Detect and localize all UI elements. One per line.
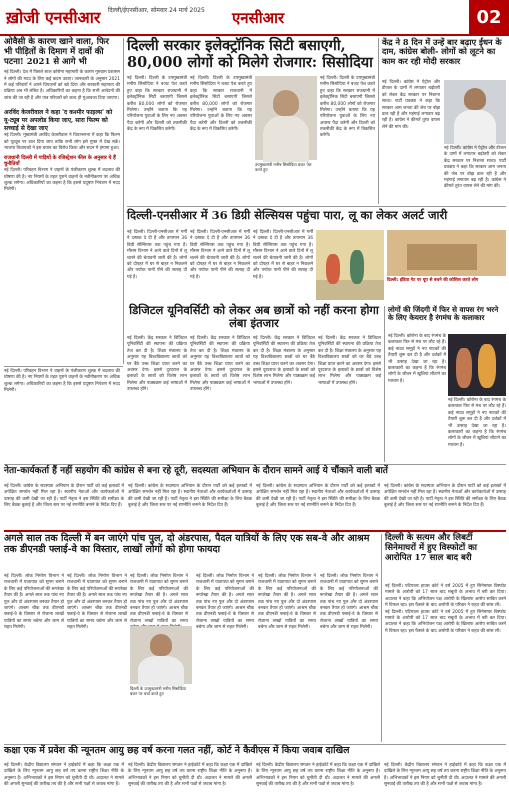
story-subheadline: राजधानी दिल्ली में गाड़ियों के रजिस्ट्रेशन फीस के अनुसार ये हैं चुनौतियाँ (4, 155, 116, 168)
story-body: नई दिल्ली। कांग्रेस ने पेट्रोल और डीजल के दामों में लगातार बढ़ोतरी को लेकर केंद्र सरकार पर निशाना साधा। पार्टी प्रवक्ता ने कहा कि सरकार आम जनता की जेब पर बोझ डाल रही है और महंगाई लगातार बढ़ रही है। कांग्रेस ने कीमतें तुरंत वापस लेने की मांग की। (382, 80, 440, 130)
story-headline: ओवैसी के कारण खाने वाला, फिर भी पीड़ितों के दिमाग में दावों की पटना! 2021 से आगे भी (4, 37, 110, 67)
story-body: नई दिल्ली। कांग्रेस के सदस्यता अभियान के दौरान पार्टी को कई इलाकों में अपेक्षित समर्थन नहीं मिल रहा है। स्थानीय नेताओं और कार्यकर्ताओं में उत्साह की कमी देखी जा रही है। पार्टी नेतृत्व ने इस स्थिति की समीक्षा के लिए बैठक बुलाई है और जिला स्तर पर नई रणनीति बनाने के निर्देश दिए हैं। (128, 484, 252, 509)
story-body-column (67, 574, 127, 742)
story-body: नई दिल्ली। लोक निर्माण विभाग ने राजधानी में यातायात को सुगम बनाने के लिए कई परियोजनाओं की रूपरेखा तैयार की है। अगले साल तक पांच नए पुल और दो अंडरपास बनकर तैयार हो जाएंगे। आश्रम चौक तक डीएनडी फ्लाई-वे के विस्तार से रोजाना लाखों यात्रियों का समय बचेगा और जाम से राहत मिलेगी। (320, 574, 378, 630)
story-body-column (128, 763, 252, 799)
column-divider (378, 38, 379, 204)
story-headline: दिल्ली के सत्यम और लिबर्टी सिनेमाघरों में हुए विस्फोटों का आरोपित 17 साल बाद बरी (385, 533, 477, 563)
heat-photo-column (387, 230, 506, 304)
section-title: एनसीआर (232, 9, 285, 27)
story-body: नई दिल्ली। कांग्रेस ने पेट्रोल और डीजल के दामों में लगातार बढ़ोतरी को लेकर केंद्र सरकार पर निशाना साधा। पार्टी प्रवक्ता ने कहा कि सरकार आम जनता की जेब पर बोझ डाल रही है और महंगाई लगातार बढ़ रही है। कांग्रेस ने कीमतें तुरंत वापस लेने की मांग की। (444, 146, 506, 190)
story-body-column (4, 574, 64, 742)
photo-placeholder (448, 334, 506, 396)
story-body-column (388, 334, 446, 462)
story-body-column (190, 336, 250, 462)
story-body-column (256, 763, 380, 799)
story-body-column (127, 230, 187, 304)
story-body-column (196, 574, 254, 742)
story-body: नई दिल्ली। कांग्रेस के सदस्यता अभियान के दौरान पार्टी को कई इलाकों में अपेक्षित समर्थन नहीं मिल रहा है। स्थानीय नेताओं और कार्यकर्ताओं में उत्साह की कमी देखी जा रही है। पार्टी नेतृत्व ने इस स्थिति की समीक्षा के लिए बैठक बुलाई है और जिला स्तर पर नई रणनीति बनाने के निर्देश दिए हैं। (4, 484, 124, 509)
story-headline: डिजिटल यूनिवर्सिटी को लेकर अब छात्रों को नहीं करना होगा लंबा इंतजार (129, 303, 379, 331)
story-body-column (448, 398, 506, 462)
person-head-shape (273, 90, 299, 116)
story-body-column (385, 584, 506, 742)
story-body: नई दिल्ली। केंद्रीय विद्यालय संगठन ने हाईकोर्ट में कहा कि कक्षा एक में दाखिले के लिए न्यूनतम आयु छह वर्ष तय करना राष्ट्रीय शिक्षा नीति के अनुरूप है। अभिभावकों ने इस नियम को चुनौती दी थी। अदालत ने मामले की अगली सुनवाई की तारीख तय की है और सभी पक्षों से जवाब मांगा है। (256, 763, 380, 788)
story-body-column (253, 230, 313, 304)
story-body-column (253, 336, 315, 462)
story-left-column (4, 38, 120, 364)
story-body: नई दिल्ली। दिल्ली के उपमुख्यमंत्री मनीष सिसोदिया ने बजट पेश करते हुए कहा कि सरकार राजधानी में इलेक्ट्रॉनिक सिटी बसाएगी जिससे करीब 80,000 लोगों को रोजगार मिलेगा। उन्होंने बताया कि यह परियोजना युवाओं के लिए नए अवसर पैदा करेगी और दिल्ली को तकनीकी केंद्र के रूप में विकसित करेगी। (127, 76, 187, 132)
story-cinema-blast (385, 534, 506, 582)
section-divider (4, 366, 123, 367)
monument-shape (407, 244, 477, 270)
story-body-column (127, 336, 187, 462)
story-headline: कक्षा एक में प्रवेश की न्यूनतम आयु छह वर्ष करना गलत नहीं, कोर्ट ने कैवीएस में किया जवाब दाखिल (4, 745, 350, 756)
photo-placeholder (255, 76, 317, 160)
story-body: नई दिल्ली। कोरोना के बाद रंगमंच के कलाकार फिर से मंच पर लौट रहे हैं। कई नाट्य समूहों ने नए नाटकों की तैयारी शुरू कर दी है और दर्शकों में भी उत्साह देखा जा रहा है। कलाकारों का कहना है कि रंगमंच लोगों के जीवन में खुशियां लौटाने का माध्यम है। (388, 334, 446, 384)
story-body-column (190, 76, 252, 204)
story-headline: नेता-कार्यकर्ता हैं नहीं सहयोग की कांग्रेस से बना रहे दूरी, सदस्यता अभियान के दौरान सामने आई ये चौंकाने वाली बातें (4, 466, 388, 476)
photo-caption: दिल्ली: इंडिया गेट पर धूप से बचने की कोशिश करते लोग (387, 278, 479, 283)
performer-shape (478, 344, 496, 388)
story-body-column (256, 484, 380, 528)
photo-caption: उपमुख्यमंत्री मनीष सिसोदिया बजट पेश करते हुए (255, 162, 317, 172)
story-body: नई दिल्ली। कांग्रेस के सदस्यता अभियान के दौरान पार्टी को कई इलाकों में अपेक्षित समर्थन नहीं मिल रहा है। स्थानीय नेताओं और कार्यकर्ताओं में उत्साह की कमी देखी जा रही है। पार्टी नेतृत्व ने इस स्थिति की समीक्षा के लिए बैठक बुलाई है और जिला स्तर पर नई रणनीति बनाने के निर्देश दिए हैं। (256, 484, 380, 509)
masthead (0, 0, 509, 36)
brand-logo: ख़ोजी एनसीआर (6, 8, 101, 27)
story-headline: अगले साल तक दिल्ली में बन जाएंगे पांच पुल, दो अंडरपास, पैदल यात्रियों के लिए एक सब-वे और आश्रम तक डीएनडी फ्लाई-वे का विस्तार, लाखों लोगों को होगा फायदा (4, 533, 370, 555)
story-body-column (444, 146, 506, 204)
person-body-shape (454, 110, 496, 150)
story-body: नई दिल्ली। केंद्र सरकार ने डिजिटल यूनिवर्सिटी की स्थापना की प्रक्रिया तेज कर दी है। शिक्षा मंत्रालय के अनुसार यह विश्वविद्यालय छात्रों को घर बैठे उच्च शिक्षा प्राप्त करने का अवसर देगा। इससे दूरदराज के इलाकों के छात्रों को विशेष लाभ मिलेगा और पाठ्यक्रम कई भाषाओं में उपलब्ध होंगे। (253, 336, 315, 386)
story-body-column (190, 230, 250, 304)
story-body: नई दिल्ली। दिल्ली-एनसीआर में गर्मी ने दस्तक दे दी है और तापमान 36 डिग्री सेल्सियस तक पहुंच गया है। मौसम विभाग ने आने वाले दिनों में लू चलने की चेतावनी जारी की है। लोगों को दोपहर में घर से बाहर न निकलने और पर्याप्त पानी पीने की सलाह दी गई है। (253, 230, 313, 280)
story-body: नई दिल्ली। केंद्रीय विद्यालय संगठन ने हाईकोर्ट में कहा कि कक्षा एक में दाखिले के लिए न्यूनतम आयु छह वर्ष तय करना राष्ट्रीय शिक्षा नीति के अनुरूप है। अभिभावकों ने इस नियम को चुनौती दी थी। अदालत ने मामले की अगली सुनवाई की तारीख तय की है और सभी पक्षों से जवाब मांगा है। (4, 763, 124, 788)
story-bridges (4, 534, 378, 572)
story-body: नई दिल्ली। केंद्र सरकार ने डिजिटल यूनिवर्सिटी की स्थापना की प्रक्रिया तेज कर दी है। शिक्षा मंत्रालय के अनुसार यह विश्वविद्यालय छात्रों को घर बैठे उच्च शिक्षा प्राप्त करने का अवसर देगा। इससे दूरदराज के इलाकों के छात्रों को विशेष लाभ मिलेगा और पाठ्यक्रम कई भाषाओं में उपलब्ध होंगे। (190, 336, 250, 392)
photo-caption: दिल्ली के उपमुख्यमंत्री मनीष सिसोदिया बजट पर चर्चा करते हुए (130, 686, 192, 696)
column-divider (123, 38, 124, 364)
story-body: नई दिल्ली। केंद्रीय विद्यालय संगठन ने हाईकोर्ट में कहा कि कक्षा एक में दाखिले के लिए न्यूनतम आयु छह वर्ष तय करना राष्ट्रीय शिक्षा नीति के अनुरूप है। अभिभावकों ने इस नियम को चुनौती दी थी। अदालत ने मामले की अगली सुनवाई की तारीख तय की है और सभी पक्षों से जवाब मांगा है। (128, 763, 252, 788)
story-body-column (258, 574, 316, 742)
photo-placeholder (444, 80, 506, 144)
story-electronic-city (127, 38, 375, 74)
person-shape (350, 250, 364, 284)
story-body-column (4, 484, 124, 528)
story-theatre (388, 306, 506, 332)
section-divider (4, 464, 506, 465)
story-body-column (320, 574, 378, 742)
story-body: नई दिल्ली। कोरोना के बाद रंगमंच के कलाकार फिर से मंच पर लौट रहे हैं। कई नाट्य समूहों ने नए नाटकों की तैयारी शुरू कर दी है और दर्शकों में भी उत्साह देखा जा रहा है। कलाकारों का कहना है कि रंगमंच लोगों के जीवन में खुशियां लौटाने का माध्यम है। (448, 398, 506, 448)
story-body: नई दिल्ली। केंद्र सरकार ने डिजिटल यूनिवर्सिटी की स्थापना की प्रक्रिया तेज कर दी है। शिक्षा मंत्रालय के अनुसार यह विश्वविद्यालय छात्रों को घर बैठे उच्च शिक्षा प्राप्त करने का अवसर देगा। इससे दूरदराज के इलाकों के छात्रों को विशेष लाभ मिलेगा और पाठ्यक्रम कई भाषाओं में उपलब्ध होंगे। (318, 336, 381, 386)
story-body-column (384, 763, 506, 799)
story-body: नई दिल्ली। केंद्र सरकार ने डिजिटल यूनिवर्सिटी की स्थापना की प्रक्रिया तेज कर दी है। शिक्षा मंत्रालय के अनुसार यह विश्वविद्यालय छात्रों को घर बैठे उच्च शिक्षा प्राप्त करने का अवसर देगा। इससे दूरदराज के इलाकों के छात्रों को विशेष लाभ मिलेगा और पाठ्यक्रम कई भाषाओं में उपलब्ध होंगे। (127, 336, 187, 392)
column-divider (381, 534, 382, 742)
story-heat-alert (127, 209, 506, 227)
story-body: नई दिल्ली। लोक निर्माण विभाग ने राजधानी में यातायात को सुगम बनाने के लिए कई परियोजनाओं की रूपरेखा तैयार की है। अगले साल तक पांच नए पुल और दो अंडरपास बनकर तैयार हो जाएंगे। आश्रम चौक तक डीएनडी फ्लाई-वे के विस्तार से रोजाना लाखों यात्रियों का समय बचेगा और जाम से राहत मिलेगी। (67, 574, 127, 630)
story-body: नई दिल्ली। दिल्ली-एनसीआर में गर्मी ने दस्तक दे दी है और तापमान 36 डिग्री सेल्सियस तक पहुंच गया है। मौसम विभाग ने आने वाले दिनों में लू चलने की चेतावनी जारी की है। लोगों को दोपहर में घर से बाहर न निकलने और पर्याप्त पानी पीने की सलाह दी गई है। (190, 230, 250, 280)
person-head-shape (464, 88, 486, 110)
story-body: नई दिल्ली। दिल्ली के उपमुख्यमंत्री मनीष सिसोदिया ने बजट पेश करते हुए कहा कि सरकार राजधानी में इलेक्ट्रॉनिक सिटी बसाएगी जिससे करीब 80,000 लोगों को रोजगार मिलेगा। उन्होंने बताया कि यह परियोजना युवाओं के लिए नए अवसर पैदा करेगी और दिल्ली को तकनीकी केंद्र के रूप में विकसित करेगी। (190, 76, 252, 132)
story-body: नई दिल्ली। परिवहन विभाग ने वाहनों के पंजीकरण शुल्क में बदलाव की घोषणा की है। नए नियमों के तहत पुराने वाहनों के नवीनीकरण पर अधिक शुल्क लगेगा। अधिकारियों का कहना है कि इससे प्रदूषण नियंत्रण में मदद मिलेगी। (4, 168, 120, 193)
story-left-column (4, 369, 120, 462)
story-body-column (382, 80, 440, 204)
story-body: नई दिल्ली। लोक निर्माण विभाग ने राजधानी में यातायात को सुगम बनाने के लिए कई परियोजनाओं की रूपरेखा तैयार की है। अगले साल तक पांच नए पुल और दो अंडरपास बनकर तैयार हो जाएंगे। आश्रम चौक तक डीएनडी फ्लाई-वे के विस्तार से रोजाना लाखों यात्रियों का समय (130, 574, 188, 624)
story-headline: दिल्ली-एनसीआर में 36 डिग्री सेल्सियस पहुंचा पारा, लू का लेकर अलर्ट जारी (127, 208, 448, 222)
section-divider (4, 530, 506, 532)
story-body-column (384, 484, 506, 528)
ground-shape (316, 280, 384, 300)
story-body-column (4, 763, 124, 799)
photo-placeholder (130, 626, 192, 684)
column-divider (384, 306, 385, 462)
story-headline: केंद्र ने 8 दिन में उन्हें बार बढ़ाए ईंधन के दाम, कांग्रेस बोली- लोगों को लूटने का काम कर रही मोदी सरकार (382, 37, 502, 66)
story-body-column (130, 574, 188, 624)
person-head-shape (150, 634, 172, 656)
story-body-column (318, 336, 381, 462)
story-school-age (4, 746, 506, 762)
story-headline: लोगों की जिंदगी में फिर से वापस रंग भरने के लिए केयरार है रंगमंच के कलाकार (388, 305, 499, 323)
dateline: दिल्ली/ईएनसीआर, सोमवार 24 मार्च 2025 (108, 7, 205, 14)
story-body: नई दिल्ली। दिल्ली के उपमुख्यमंत्री मनीष सिसोदिया ने बजट पेश करते हुए कहा कि सरकार राजधानी में इलेक्ट्रॉनिक सिटी बसाएगी जिससे करीब 80,000 लोगों को रोजगार मिलेगा। उन्होंने बताया कि यह परियोजना युवाओं के लिए नए अवसर पैदा करेगी और दिल्ली को तकनीकी केंद्र के रूप में विकसित करेगी। (320, 76, 375, 139)
story-body: नई दिल्ली। केंद्रीय विद्यालय संगठन ने हाईकोर्ट में कहा कि कक्षा एक में दाखिले के लिए न्यूनतम आयु छह वर्ष तय करना राष्ट्रीय शिक्षा नीति के अनुरूप है। अभिभावकों ने इस नियम को चुनौती दी थी। अदालत ने मामले की अगली सुनवाई की तारीख तय की है और सभी पक्षों से जवाब मांगा है। (384, 763, 506, 788)
story-body: नई दिल्ली। कांग्रेस के सदस्यता अभियान के दौरान पार्टी को कई इलाकों में अपेक्षित समर्थन नहीं मिल रहा है। स्थानीय नेताओं और कार्यकर्ताओं में उत्साह की कमी देखी जा रही है। पार्टी नेतृत्व ने इस स्थिति की समीक्षा के लिए बैठक बुलाई है और जिला स्तर पर नई रणनीति बनाने के निर्देश दिए हैं। (384, 484, 506, 509)
page-number: 02 (469, 0, 509, 34)
section-divider (127, 206, 506, 207)
person-body-shape (263, 116, 309, 162)
story-body-column (127, 76, 187, 204)
story-body: नई दिल्ली। लोक निर्माण विभाग ने राजधानी में यातायात को सुगम बनाने के लिए कई परियोजनाओं की रूपरेखा तैयार की है। अगले साल तक पांच नए पुल और दो अंडरपास बनकर तैयार हो जाएंगे। आश्रम चौक तक डीएनडी फ्लाई-वे के विस्तार से रोजाना लाखों यात्रियों का समय बचेगा और जाम से राहत मिलेगी। (4, 574, 64, 630)
story-digital-university (127, 304, 381, 334)
person-body-shape (138, 656, 184, 690)
story-body: नई दिल्ली। दिल्ली-एनसीआर में गर्मी ने दस्तक दे दी है और तापमान 36 डिग्री सेल्सियस तक पहुंच गया है। मौसम विभाग ने आने वाले दिनों में लू चलने की चेतावनी जारी की है। लोगों को दोपहर में घर से बाहर न निकलने और पर्याप्त पानी पीने की सलाह दी गई है। (127, 230, 187, 280)
story-subheadline: अरविंद केजरीवाल ने कहा 'द कश्मीर फाइल्स' को यू-ट्यूब पर अपलोड किया जाए, सारा फिल्म को सच्चाई से देखा जाए (4, 109, 113, 133)
story-fuel-prices (382, 38, 506, 78)
story-body-column (128, 484, 252, 528)
story-body-column (320, 76, 375, 204)
story-body: नई दिल्ली। मुख्यमंत्री अरविंद केजरीवाल ने विधानसभा में कहा कि फिल्म को यूट्यूब पर डाल दिया जाए ताकि सभी लोग इसे मुफ्त में देख सकें। भाजपा विधायकों ने इस बयान का विरोध किया और सदन में हंगामा हुआ। (4, 133, 120, 151)
story-body: नई दिल्ली। लोक निर्माण विभाग ने राजधानी में यातायात को सुगम बनाने के लिए कई परियोजनाओं की रूपरेखा तैयार की है। अगले साल तक पांच नए पुल और दो अंडरपास बनकर तैयार हो जाएंगे। आश्रम चौक तक डीएनडी फ्लाई-वे के विस्तार से रोजाना लाखों यात्रियों का समय बचेगा और जाम से राहत मिलेगी। (258, 574, 316, 630)
story-body: नई दिल्ली। देश में पिछले साल कोरोना महामारी के कारण गुरुग्राम प्रशासन ने लोगों की मदद के लिए कई कदम उठाए। जानकारी के अनुसार 2021 में कई परिवारों ने अपने प्रियजनों को खो दिया और सरकारी सहायता की प्रक्रिया अब भी लंबित है। अधिकारियों का कहना है कि सभी आवेदनों की जांच की जा रही है और पात्र परिवारों को जल्द ही मुआवजा दिया जाएगा। (4, 70, 120, 101)
story-congress (4, 466, 506, 484)
story-headline: दिल्ली सरकार इलेक्ट्रॉनिक सिटी बसाएगी, 80,000 लोगों को मिलेगे रोजगार: सिसोदिया (127, 37, 373, 71)
story-body: नई दिल्ली। पटियाला हाउस कोर्ट ने वर्ष 2005 में हुए सिनेमाघर विस्फोट मामले के आरोपी को 17 साल बाद सबूतों के अभाव में बरी कर दिया। अदालत ने कहा कि अभियोजन पक्ष आरोपी के खिलाफ आरोप साबित करने में विफल रहा। इस फैसले के बाद आरोपी के परिवार ने राहत की सांस ली। (385, 584, 506, 609)
story-body: नई दिल्ली। परिवहन विभाग ने वाहनों के पंजीकरण शुल्क में बदलाव की घोषणा की है। नए नियमों के तहत पुराने वाहनों के नवीनीकरण पर अधिक शुल्क लगेगा। अधिकारियों का कहना है कि इससे प्रदूषण नियंत्रण में मदद मिलेगी। (4, 369, 120, 394)
performer-shape (456, 348, 472, 388)
person-shape (326, 254, 340, 284)
story-body: नई दिल्ली। लोक निर्माण विभाग ने राजधानी में यातायात को सुगम बनाने के लिए कई परियोजनाओं की रूपरेखा तैयार की है। अगले साल तक पांच नए पुल और दो अंडरपास बनकर तैयार हो जाएंगे। आश्रम चौक तक डीएनडी फ्लाई-वे के विस्तार से रोजाना लाखों यात्रियों का समय बचेगा और जाम से राहत मिलेगी। (196, 574, 254, 630)
photo-placeholder (387, 230, 506, 276)
photo-placeholder (316, 230, 384, 300)
story-body: नई दिल्ली। पटियाला हाउस कोर्ट ने वर्ष 2005 में हुए सिनेमाघर विस्फोट मामले के आरोपी को 17 साल बाद सबूतों के अभाव में बरी कर दिया। अदालत ने कहा कि अभियोजन पक्ष आरोपी के खिलाफ आरोप साबित करने में विफल रहा। इस फैसले के बाद आरोपी के परिवार ने राहत की सांस ली। (385, 609, 506, 634)
